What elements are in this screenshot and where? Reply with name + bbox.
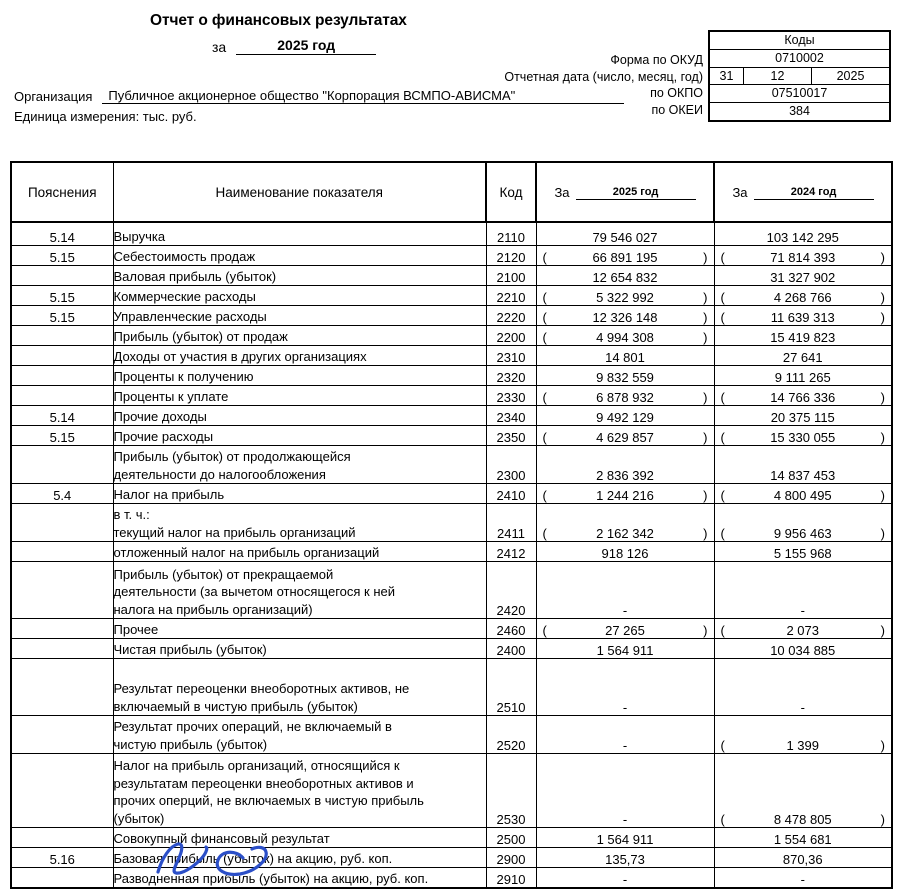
row-code: 2200 xyxy=(486,326,536,346)
row-value-current xyxy=(536,542,714,562)
period-label: за xyxy=(212,39,227,55)
table-row xyxy=(11,346,892,366)
value-number: - xyxy=(622,738,628,753)
row-value-previous xyxy=(714,639,892,659)
row-note xyxy=(11,754,113,828)
row-code: 2412 xyxy=(486,542,536,562)
row-note: 5.14 xyxy=(11,406,113,426)
value-number: 1 564 911 xyxy=(596,832,654,847)
value-number: 5 322 992 xyxy=(596,290,654,305)
row-note xyxy=(11,542,113,562)
document-header xyxy=(0,0,899,150)
previous-period-prefix: За xyxy=(732,184,748,200)
row-code: 2110 xyxy=(486,222,536,246)
okei-value: 384 xyxy=(709,103,890,121)
codes-table xyxy=(708,30,891,122)
row-code: 2340 xyxy=(486,406,536,426)
row-value-current xyxy=(536,406,714,426)
row-value-previous xyxy=(714,366,892,386)
row-indicator-name: Прибыль (убыток) от прекращаемой деятельности (за вычетом относящегося к ней налога на прибыль организаций) xyxy=(113,562,486,619)
column-header-indicator: Наименование показателя xyxy=(113,162,486,222)
paren-open: ( xyxy=(542,250,547,265)
row-note: 5.4 xyxy=(11,484,113,504)
paren-close: ) xyxy=(703,430,708,445)
period-value: 2025 год xyxy=(236,37,376,55)
row-indicator-name: Разводненная прибыль (убыток) на акцию, руб. коп. xyxy=(113,868,486,889)
value-number: 14 766 336 xyxy=(770,390,836,405)
row-indicator-name: отложенный налог на прибыль организаций xyxy=(113,542,486,562)
value-number: 135,73 xyxy=(605,852,645,867)
row-value-previous xyxy=(714,868,892,889)
row-value-current xyxy=(536,868,714,889)
row-value-previous xyxy=(714,246,892,266)
row-note xyxy=(11,346,113,366)
row-value-previous xyxy=(714,504,892,542)
row-code: 2900 xyxy=(486,848,536,868)
paren-open: ( xyxy=(542,526,547,541)
value-number: 11 639 313 xyxy=(770,310,835,325)
value-number: 79 546 027 xyxy=(592,230,658,245)
row-value-current xyxy=(536,562,714,619)
value-number: 1 244 216 xyxy=(596,488,654,503)
paren-open: ( xyxy=(542,390,547,405)
column-header-previous-period xyxy=(714,162,892,222)
row-code: 2910 xyxy=(486,868,536,889)
row-note: 5.15 xyxy=(11,426,113,446)
row-value-current xyxy=(536,346,714,366)
row-value-current xyxy=(536,754,714,828)
row-note xyxy=(11,326,113,346)
value-number: 66 891 195 xyxy=(592,250,658,265)
value-number: - xyxy=(622,872,628,887)
value-number: 103 142 295 xyxy=(766,230,839,245)
row-indicator-name: Налог на прибыль xyxy=(113,484,486,504)
table-header-row xyxy=(11,162,892,222)
codes-title: Коды xyxy=(709,31,890,49)
row-indicator-name: Проценты к получению xyxy=(113,366,486,386)
paren-open: ( xyxy=(542,623,547,638)
row-value-current xyxy=(536,848,714,868)
organization-label: Организация xyxy=(14,89,93,104)
row-indicator-name: Результат переоценки внеоборотных активов, не включаемый в чистую прибыль (убыток) xyxy=(113,659,486,716)
paren-open: ( xyxy=(542,488,547,503)
row-code: 2120 xyxy=(486,246,536,266)
table-row xyxy=(11,542,892,562)
value-number: 20 375 115 xyxy=(770,410,835,425)
paren-close: ) xyxy=(703,310,708,325)
row-value-previous xyxy=(714,222,892,246)
codes-title-row xyxy=(709,31,890,49)
row-value-previous xyxy=(714,542,892,562)
value-number: - xyxy=(622,812,628,827)
row-indicator-name: Налог на прибыль организаций, относящийся к результатам переоценки внеоборотных активов и прочих оперций, не включаемых в чистую прибыль (убыток) xyxy=(113,754,486,828)
row-note: 5.14 xyxy=(11,222,113,246)
report-date-day: 31 xyxy=(709,67,744,85)
row-value-current xyxy=(536,716,714,754)
paren-open: ( xyxy=(542,310,547,325)
okei-label: по ОКЕИ xyxy=(651,102,703,117)
table-row xyxy=(11,446,892,484)
table-row xyxy=(11,386,892,406)
paren-close: ) xyxy=(880,310,885,325)
table-row xyxy=(11,266,892,286)
row-note xyxy=(11,828,113,848)
paren-close: ) xyxy=(880,526,885,541)
row-value-previous xyxy=(714,828,892,848)
value-number: 12 326 148 xyxy=(592,310,658,325)
value-number: 10 034 885 xyxy=(770,643,836,658)
unit-of-measure: Единица измерения: тыс. руб. xyxy=(14,109,197,124)
row-note xyxy=(11,366,113,386)
previous-period-value: 2024 год xyxy=(754,186,874,200)
row-indicator-name: Выручка xyxy=(113,222,486,246)
row-code: 2420 xyxy=(486,562,536,619)
paren-open: ( xyxy=(720,390,725,405)
row-indicator-name: Себестоимость продаж xyxy=(113,246,486,266)
report-date-label: Отчетная дата (число, месяц, год) xyxy=(504,69,703,84)
report-date-row xyxy=(709,67,890,85)
row-value-previous xyxy=(714,848,892,868)
table-row xyxy=(11,222,892,246)
row-indicator-name: Управленческие расходы xyxy=(113,306,486,326)
paren-open: ( xyxy=(542,430,547,445)
table-row xyxy=(11,246,892,266)
row-value-previous xyxy=(714,659,892,716)
paren-close: ) xyxy=(703,526,708,541)
value-number: 4 268 766 xyxy=(773,290,832,305)
row-value-previous xyxy=(714,286,892,306)
value-number: - xyxy=(800,700,805,715)
paren-close: ) xyxy=(880,290,885,305)
row-value-previous xyxy=(714,386,892,406)
table-row xyxy=(11,619,892,639)
value-number: 5 155 968 xyxy=(773,546,832,561)
current-period-value: 2025 год xyxy=(576,186,696,200)
value-number: 9 832 559 xyxy=(596,370,654,385)
table-row xyxy=(11,426,892,446)
row-value-previous xyxy=(714,306,892,326)
row-code: 2300 xyxy=(486,446,536,484)
row-indicator-name: Результат прочих операций, не включаемый в чистую прибыль (убыток) xyxy=(113,716,486,754)
paren-close: ) xyxy=(880,488,885,503)
row-value-current xyxy=(536,386,714,406)
row-value-current xyxy=(536,326,714,346)
paren-close: ) xyxy=(880,430,885,445)
row-indicator-name: Совокупный финансовый результат xyxy=(113,828,486,848)
row-indicator-name: Прочие доходы xyxy=(113,406,486,426)
value-number: - xyxy=(800,872,805,887)
row-note xyxy=(11,504,113,542)
row-value-current xyxy=(536,366,714,386)
paren-close: ) xyxy=(703,390,708,405)
row-note xyxy=(11,386,113,406)
table-row xyxy=(11,286,892,306)
report-date-month: 12 xyxy=(744,67,812,85)
table-row xyxy=(11,306,892,326)
paren-close: ) xyxy=(703,290,708,305)
row-indicator-name: Доходы от участия в других организациях xyxy=(113,346,486,366)
table-row xyxy=(11,406,892,426)
value-number: 9 492 129 xyxy=(596,410,654,425)
row-note xyxy=(11,639,113,659)
row-value-previous xyxy=(714,754,892,828)
value-number: 14 801 xyxy=(605,350,645,365)
okpo-label: по ОКПО xyxy=(650,86,703,101)
row-code: 2310 xyxy=(486,346,536,366)
value-number: 9 956 463 xyxy=(773,526,832,541)
codes-label-column xyxy=(504,52,703,118)
okpo-value: 07510017 xyxy=(709,85,890,103)
row-code: 2410 xyxy=(486,484,536,504)
table-row xyxy=(11,326,892,346)
row-value-previous xyxy=(714,426,892,446)
paren-open: ( xyxy=(720,430,725,445)
row-value-current xyxy=(536,286,714,306)
paren-close: ) xyxy=(880,390,885,405)
report-date-year: 2025 xyxy=(812,67,891,85)
row-value-current xyxy=(536,828,714,848)
value-number: 9 111 265 xyxy=(774,370,831,385)
value-number: 870,36 xyxy=(782,852,823,867)
paren-open: ( xyxy=(720,812,725,827)
organization-name: Публичное акционерное общество "Корпорация ВСМПО-АВИСМА" xyxy=(102,88,624,104)
row-note xyxy=(11,619,113,639)
table-row xyxy=(11,716,892,754)
row-code: 2210 xyxy=(486,286,536,306)
okud-row xyxy=(709,49,890,67)
value-number: 4 800 495 xyxy=(773,488,832,503)
value-number: 2 162 342 xyxy=(596,526,654,541)
financial-results-table xyxy=(10,161,893,889)
row-value-previous xyxy=(714,326,892,346)
row-note: 5.16 xyxy=(11,848,113,868)
row-note xyxy=(11,562,113,619)
value-number: 15 330 055 xyxy=(770,430,836,445)
row-code: 2520 xyxy=(486,716,536,754)
column-header-notes: Пояснения xyxy=(11,162,113,222)
table-row xyxy=(11,868,892,889)
paren-close: ) xyxy=(703,488,708,503)
paren-close: ) xyxy=(703,250,708,265)
row-indicator-name: Базовая прибыль (убыток) на акцию, руб. коп. xyxy=(113,848,486,868)
row-note xyxy=(11,446,113,484)
row-indicator-name: Чистая прибыль (убыток) xyxy=(113,639,486,659)
value-number: 1 554 681 xyxy=(773,832,832,847)
row-note: 5.15 xyxy=(11,246,113,266)
value-number: 8 478 805 xyxy=(773,812,832,827)
row-note: 5.15 xyxy=(11,286,113,306)
value-number: 27 265 xyxy=(605,623,645,638)
row-indicator-name: Прибыль (убыток) от продолжающейся деятельности до налогообложения xyxy=(113,446,486,484)
value-number: 12 654 832 xyxy=(592,270,658,285)
row-note xyxy=(11,716,113,754)
row-value-previous xyxy=(714,266,892,286)
value-number: - xyxy=(622,603,628,618)
okpo-row xyxy=(709,85,890,103)
row-indicator-name: Валовая прибыль (убыток) xyxy=(113,266,486,286)
row-value-previous xyxy=(714,619,892,639)
row-value-current xyxy=(536,266,714,286)
paren-open: ( xyxy=(720,488,725,503)
value-number: 27 641 xyxy=(782,350,823,365)
row-value-current xyxy=(536,659,714,716)
value-number: 4 629 857 xyxy=(596,430,654,445)
row-code: 2500 xyxy=(486,828,536,848)
value-number: 4 994 308 xyxy=(596,330,654,345)
row-value-current xyxy=(536,246,714,266)
row-indicator-name: в т. ч.: текущий налог на прибыль организаций xyxy=(113,504,486,542)
value-number: 2 836 392 xyxy=(596,468,654,483)
row-value-previous xyxy=(714,562,892,619)
table-row xyxy=(11,366,892,386)
title-block xyxy=(150,12,570,55)
table-row xyxy=(11,504,892,542)
table-body xyxy=(11,222,892,888)
paren-open: ( xyxy=(720,623,725,638)
row-indicator-name: Прибыль (убыток) от продаж xyxy=(113,326,486,346)
value-number: - xyxy=(622,700,628,715)
page-title: Отчет о финансовых результатах xyxy=(150,12,407,29)
row-value-current xyxy=(536,446,714,484)
table-row xyxy=(11,828,892,848)
value-number: 71 814 393 xyxy=(770,250,836,265)
row-indicator-name: Прочие расходы xyxy=(113,426,486,446)
row-value-current xyxy=(536,222,714,246)
value-number: 918 126 xyxy=(601,546,649,561)
value-number: 31 327 902 xyxy=(770,270,836,285)
paren-open: ( xyxy=(542,290,547,305)
okud-value: 0710002 xyxy=(709,49,890,67)
paren-close: ) xyxy=(880,623,885,638)
row-value-previous xyxy=(714,716,892,754)
row-code: 2400 xyxy=(486,639,536,659)
paren-close: ) xyxy=(880,812,885,827)
paren-close: ) xyxy=(703,330,708,345)
row-note xyxy=(11,659,113,716)
row-value-current xyxy=(536,619,714,639)
column-header-code: Код xyxy=(486,162,536,222)
row-code: 2350 xyxy=(486,426,536,446)
okei-row xyxy=(709,103,890,121)
value-number: 14 837 453 xyxy=(770,468,836,483)
table-row xyxy=(11,484,892,504)
table-row xyxy=(11,848,892,868)
paren-close: ) xyxy=(880,738,885,753)
row-value-current xyxy=(536,306,714,326)
row-code: 2100 xyxy=(486,266,536,286)
row-value-previous xyxy=(714,446,892,484)
value-number: 6 878 932 xyxy=(596,390,654,405)
row-code: 2320 xyxy=(486,366,536,386)
row-code: 2510 xyxy=(486,659,536,716)
table-row xyxy=(11,659,892,716)
row-indicator-name: Коммерческие расходы xyxy=(113,286,486,306)
row-value-current xyxy=(536,426,714,446)
paren-close: ) xyxy=(880,250,885,265)
table-row xyxy=(11,562,892,619)
row-code: 2530 xyxy=(486,754,536,828)
row-value-previous xyxy=(714,484,892,504)
paren-open: ( xyxy=(720,526,725,541)
row-indicator-name: Проценты к уплате xyxy=(113,386,486,406)
table-row xyxy=(11,754,892,828)
row-value-previous xyxy=(714,346,892,366)
row-note: 5.15 xyxy=(11,306,113,326)
row-note xyxy=(11,266,113,286)
value-number: 2 073 xyxy=(786,623,820,638)
row-code: 2220 xyxy=(486,306,536,326)
current-period-prefix: За xyxy=(554,184,570,200)
paren-open: ( xyxy=(720,738,725,753)
value-number: - xyxy=(800,603,805,618)
okud-label: Форма по ОКУД xyxy=(610,53,703,67)
row-indicator-name: Прочее xyxy=(113,619,486,639)
column-header-current-period xyxy=(536,162,714,222)
value-number: 1 399 xyxy=(786,738,820,753)
row-note xyxy=(11,868,113,889)
paren-open: ( xyxy=(542,330,547,345)
row-value-current xyxy=(536,504,714,542)
paren-open: ( xyxy=(720,290,725,305)
row-code: 2460 xyxy=(486,619,536,639)
row-code: 2330 xyxy=(486,386,536,406)
table-row xyxy=(11,639,892,659)
paren-close: ) xyxy=(703,623,708,638)
paren-open: ( xyxy=(720,310,725,325)
paren-open: ( xyxy=(720,250,725,265)
row-value-current xyxy=(536,639,714,659)
row-code: 2411 xyxy=(486,504,536,542)
row-value-current xyxy=(536,484,714,504)
row-value-previous xyxy=(714,406,892,426)
value-number: 15 419 823 xyxy=(770,330,836,345)
value-number: 1 564 911 xyxy=(596,643,654,658)
